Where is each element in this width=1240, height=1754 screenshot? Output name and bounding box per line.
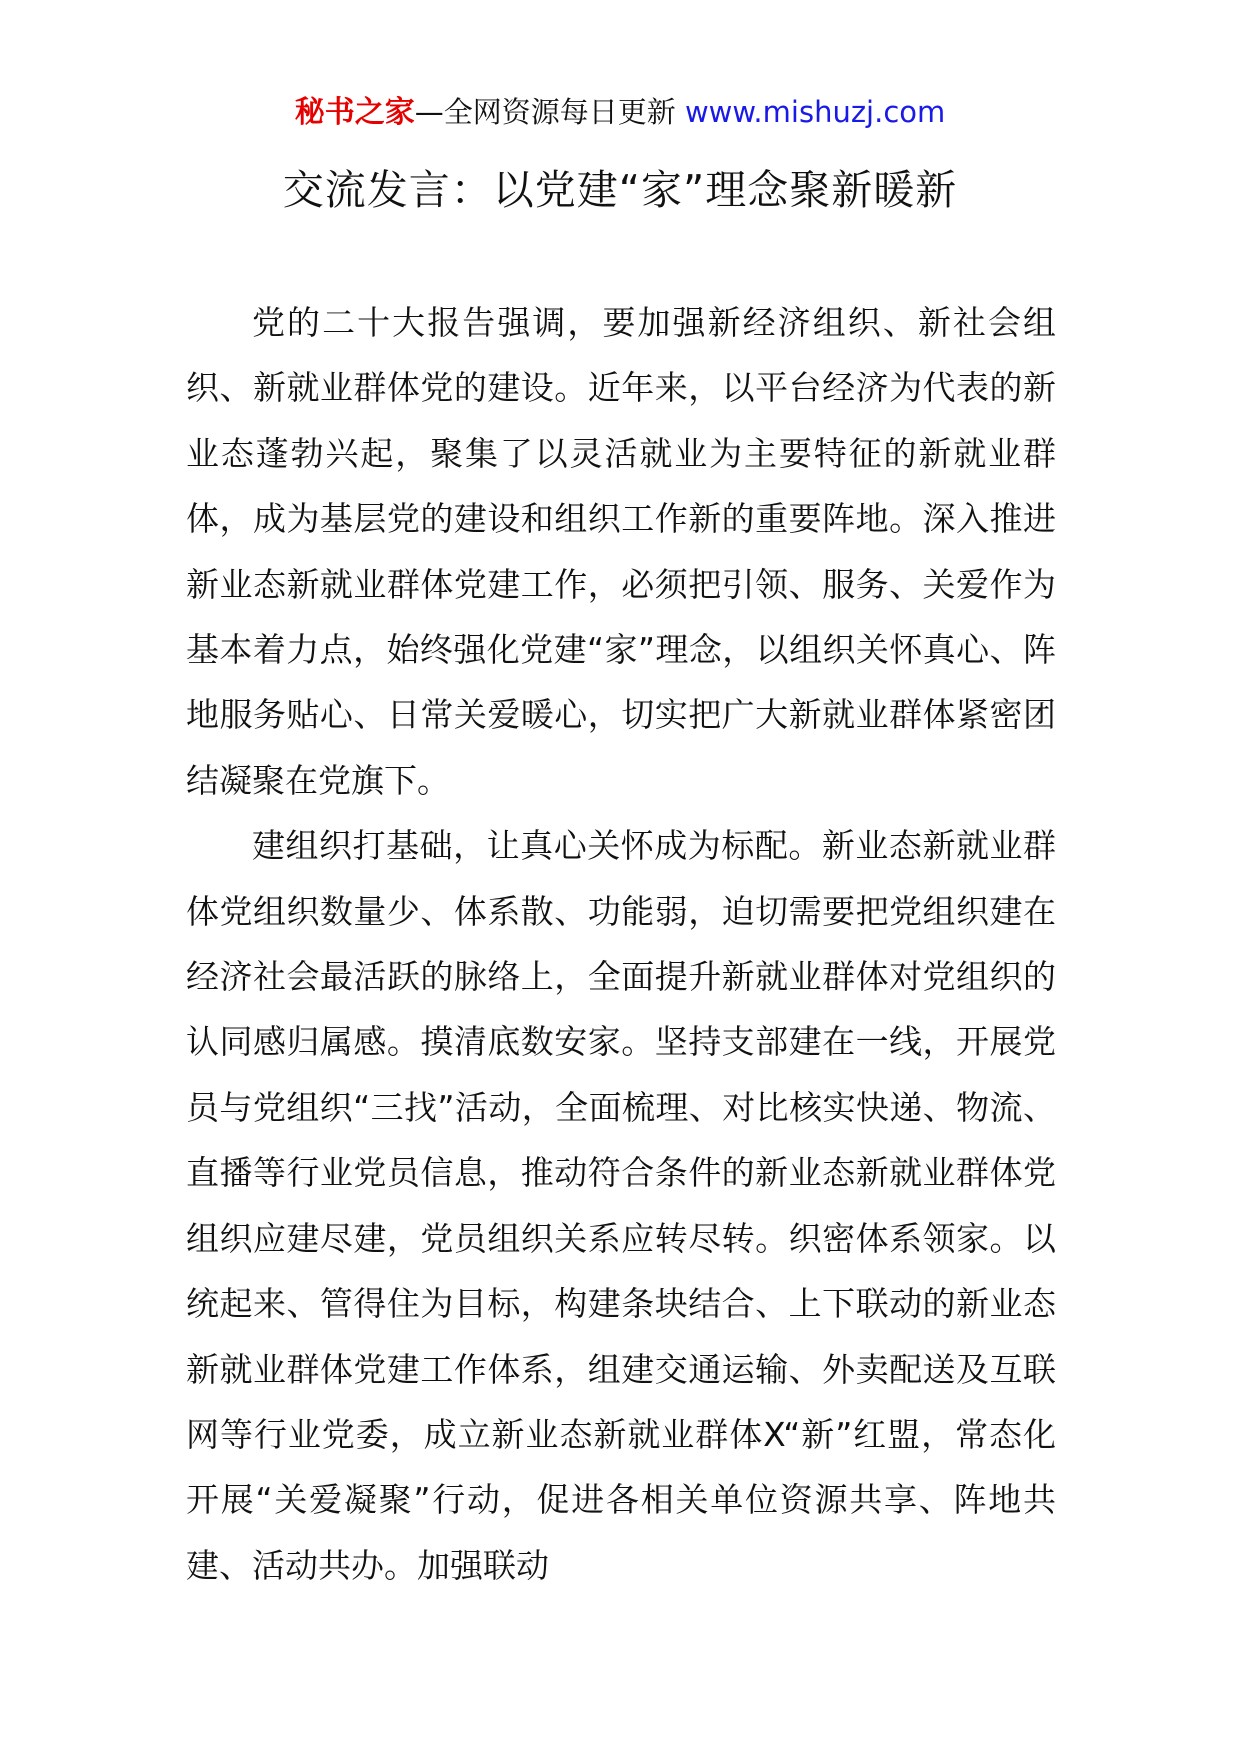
site-header xyxy=(0,92,1240,133)
document-body xyxy=(186,290,1056,1598)
site-url-link[interactable]: www.mishuzj.com xyxy=(684,95,946,129)
document-title: 交流发言：以党建“家”理念聚新暖新 xyxy=(282,166,958,214)
paragraph-text: 党的二十大报告强调，要加强新经济组织、新社会组织、新就业群体党的建设。近年来，以平台经济为代表的新业态蓬勃兴起，聚集了以灵活就业为主要特征的新就业群体，成为基层党的建设和组织工作新的重要阵地。深入推进新业态新就业群体党建工作，必须把引领、服务、关爱作为基本着力点，始终强化党建“家”理念，以组织关怀真心、阵地服务贴心、日常关爱暖心，切实把广大新就业群体紧密团结凝聚在党旗下。 xyxy=(186,303,1056,800)
paragraph-organization xyxy=(186,813,1056,1598)
paragraph-text: 新业态新就业群体党组织数量少、体系散、功能弱，迫切需要把党组织建在经济社会最活跃的脉络上，全面提升新就业群体对党组织的认同感归属感。摸清底数安家。坚持支部建在一线，开展党员与党组织“三找”活动，全面梳理、对比核实快递、物流、直播等行业党员信息，推动符合条件的新业态新就业群体党组织应建尽建，党员组织关系应转尽转。织密体系领家。以统起来、管得住为目标，构建条块结合、上下联动的新业态新就业群体党建工作体系，组建交通运输、外卖配送及互联网等行业党委，成立新业态新就业群体X“新”红盟，常态化开展“关爱凝聚”行动，促进各相关单位资源共享、阵地共建、活动共办。加强联动 xyxy=(186,826,1057,1585)
paragraph-lead: 建组织打基础，让真心关怀成为标配。 xyxy=(252,826,822,866)
paragraph-intro xyxy=(186,290,1056,813)
header-tagline: —全网资源每日更新 xyxy=(414,95,685,129)
brand-name: 秘书之家 xyxy=(294,95,415,130)
